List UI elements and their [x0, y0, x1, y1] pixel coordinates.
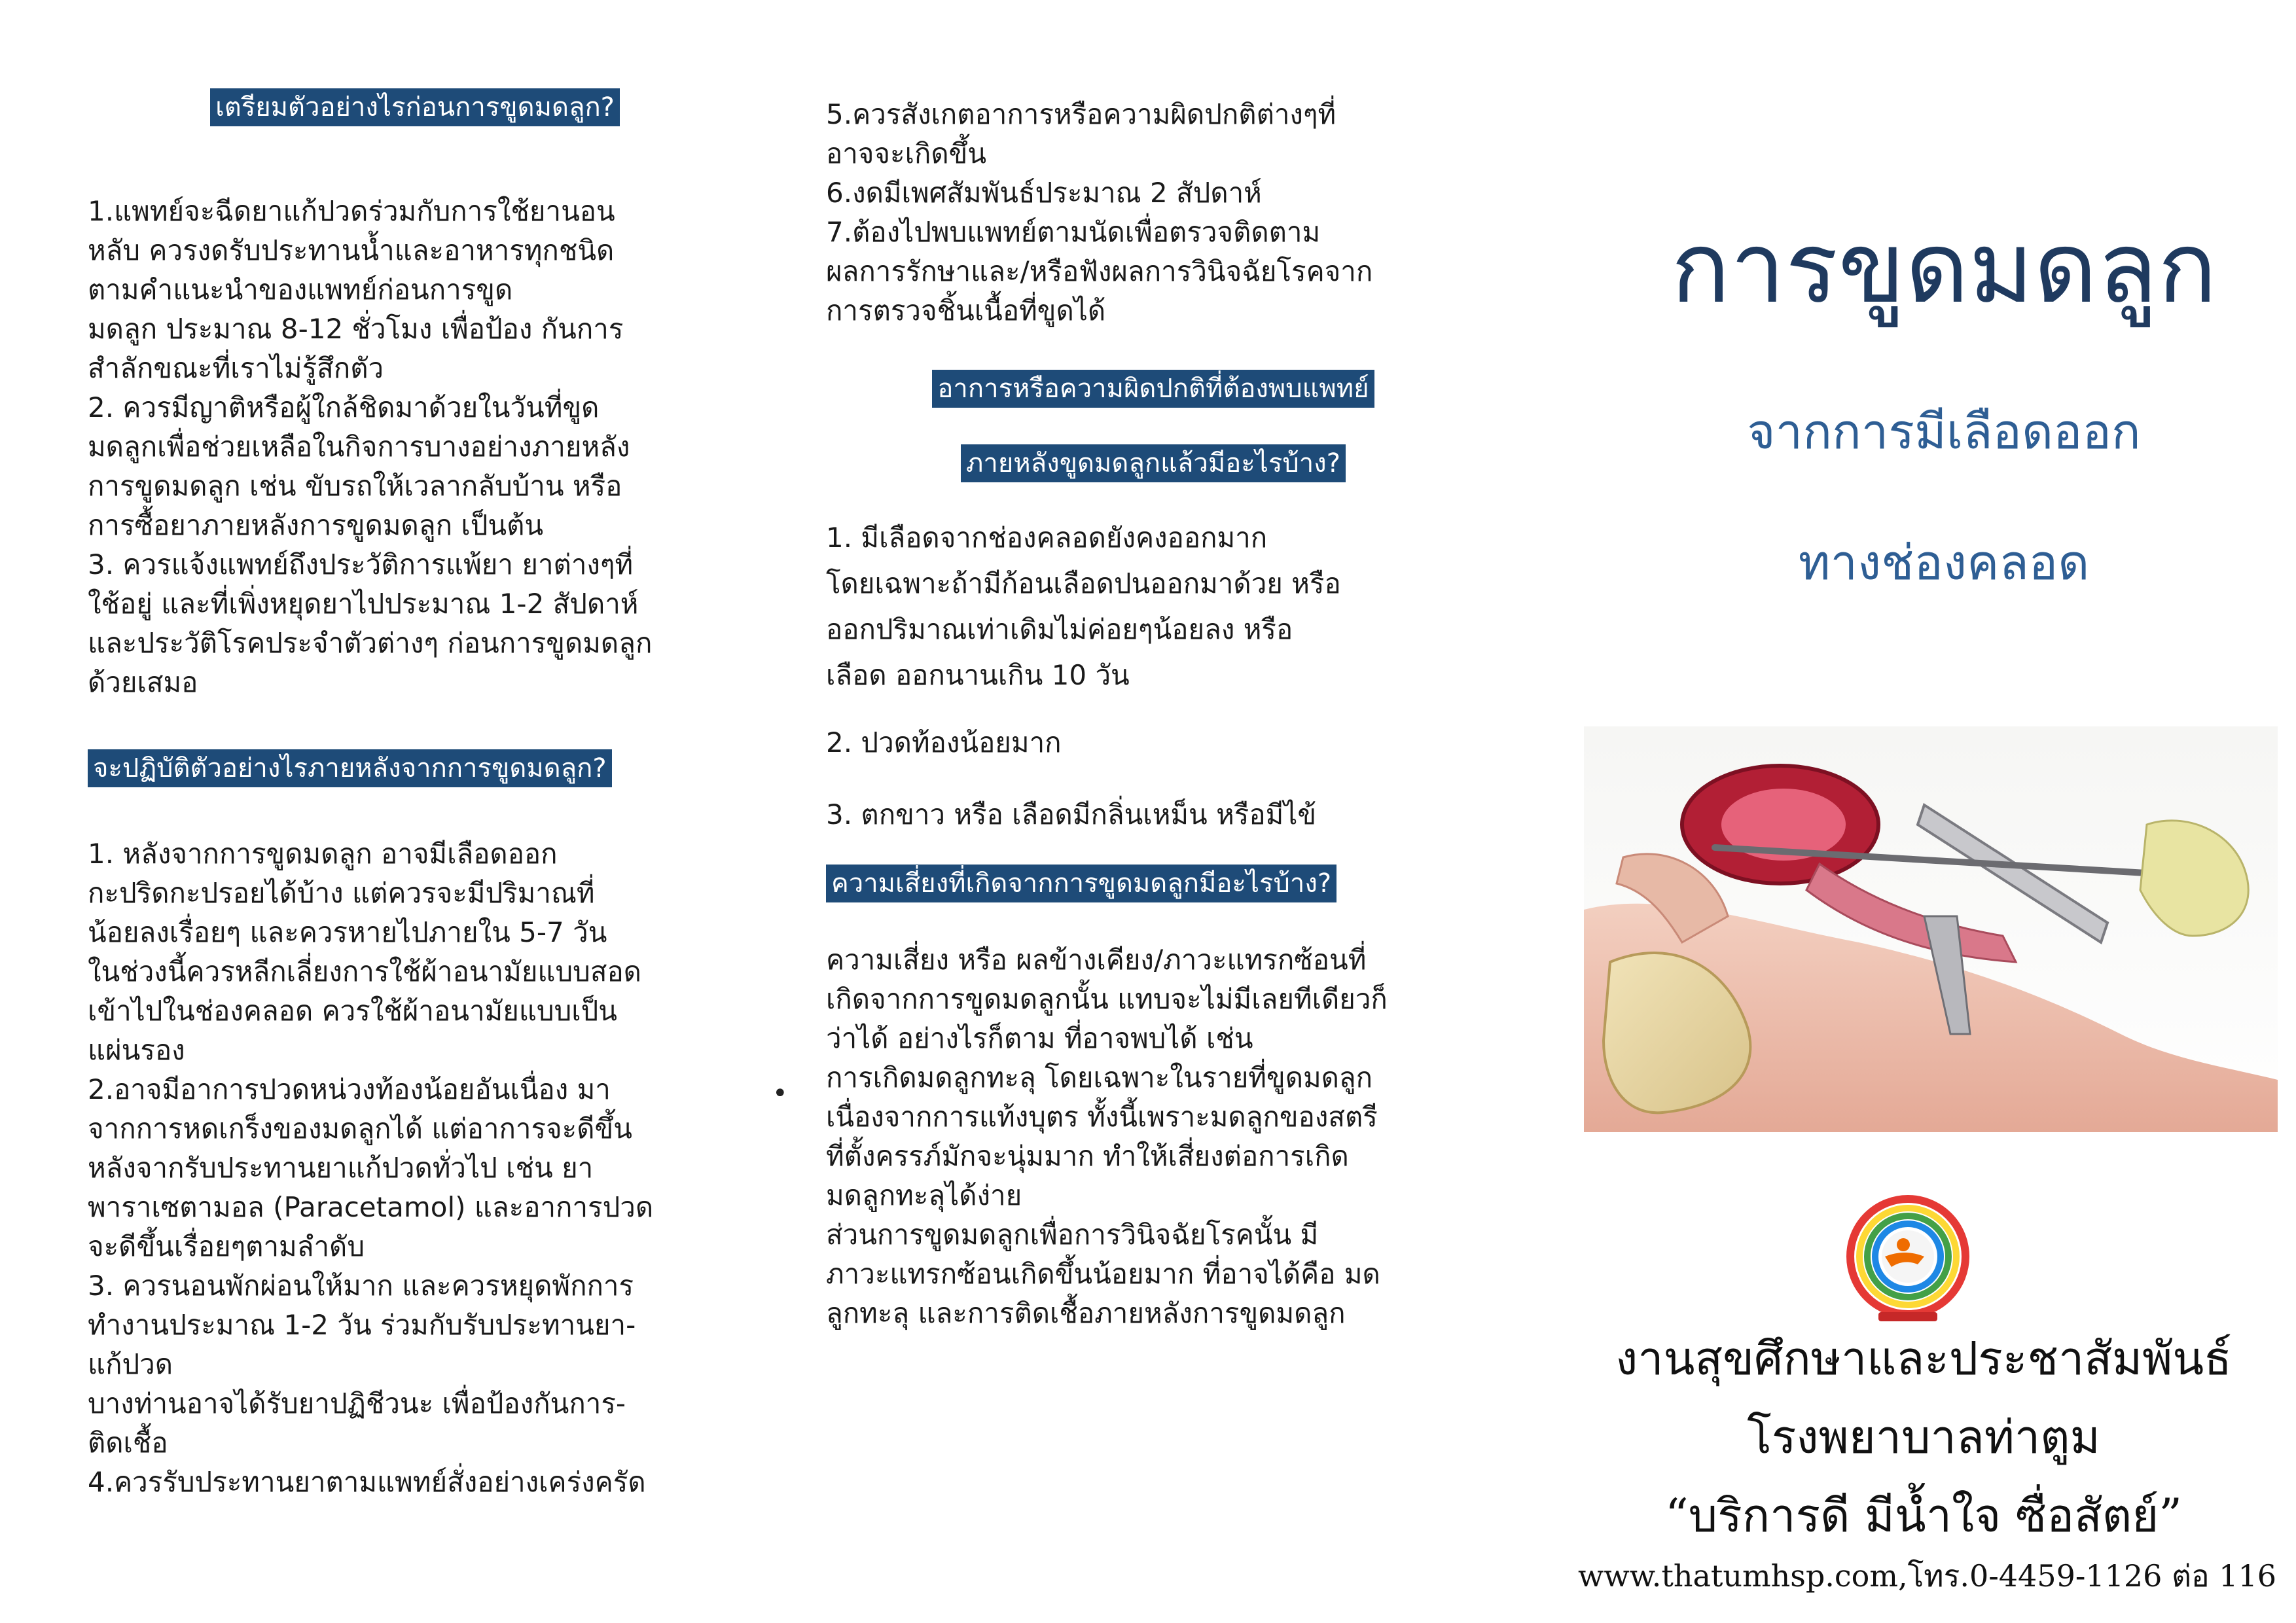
hospital-slogan: “บริการดี มีน้ำใจ ซื่อสัตย์”: [1664, 1489, 2183, 1543]
right-column: [1551, 0, 2296, 1623]
hospital-name: โรงพยาบาลท่าตูม: [1747, 1410, 2100, 1464]
heading-warning-signs-line2: ภายหลังขูดมดลูกแล้วมีอะไรบ้าง?: [961, 444, 1346, 482]
page-title: การขูดมดลูก: [1670, 211, 2217, 325]
heading-before-procedure: เตรียมตัวอย่างไรก่อนการขูดมดลูก?: [210, 88, 620, 126]
bullet-marker: •: [772, 1079, 788, 1109]
warning-sign-3: 3. ตกขาว หรือ เลือดมีกลิ่นเหม็น หรือมีไข้: [826, 798, 1317, 830]
contact-info: www.thatumhsp.com,โทร.0-4459-1126 ต่อ 116: [1578, 1558, 2276, 1594]
middle-column: [826, 95, 1480, 1333]
subtitle-line2: ทางช่องคลอด: [1798, 535, 2090, 591]
medical-illustration: [1584, 726, 2278, 1132]
warning-sign-2: 2. ปวดท้องน้อยมาก: [826, 726, 1062, 758]
before-procedure-text: 1.แพทย์จะฉีดยาแก้ปวดร่วมกับการใช้ยานอน หลับ ควรงดรับประทานน้ำและอาหารทุกชนิด ตามคำแนะนำของแพทย์ก่อนการขูด มดลูก ประมาณ 8-12 ชั่วโมง เพื่อป้อง กันการ สำลักขณะที่เราไม่รู้สึกตัว 2. ควรมีญาติหรือผู้ใกล้ชิดมาด้วยในวันที่ขูด มดลูกเพื่อช่วยเหลือในกิจการบางอย่างภายหลัง การขูดมดลูก เช่น ขับรถให้เวลากลับบ้าน หรือ การซื้อยาภายหลังการขูดมดลูก เป็นต้น 3. ควรแจ้งแพทย์ถึงประวัติการแพ้ยา ยาต่างๆที่ ใช้อยู่ และที่เพิ่งหยุดยาไปประมาณ 1-2 สัปดาห์ และประวัติโรคประจำตัวต่างๆ ก่อนการขูดมดลูก ด้วยเสมอ: [88, 195, 653, 698]
curettage-illustration: [1584, 726, 2278, 1132]
after-procedure-continued-text: 5.ควรสังเกตอาการหรือความผิดปกติต่างๆที่ อาจจะเกิดขึ้น 6.งดมีเพศสัมพันธ์ประมาณ 2 สัปดาห์ 7.ต้องไปพบแพทย์ตามนัดเพื่อตรวจติดตาม ผลการรักษาและ/หรือฟังผลการวินิจฉัยโรคจาก การตรวจชิ้นเนื้อที่ขูดได้: [826, 98, 1373, 327]
after-procedure-text: 1. หลังจากการขูดมดลูก อาจมีเลือดออก กะปริดกะปรอยได้บ้าง แต่ควรจะมีปริมาณที่ น้อยลงเรื่อยๆ และควรหายไปภายใน 5-7 วัน ในช่วงนี้ควรหลีกเลี่ยงการใช้ผ้าอนามัยแบบสอด เข้าไปในช่องคลอด ควรใช้ผ้าอนามัยแบบเป็น แผ่นรอง 2.อาจมีอาการปวดหน่วงท้องน้อยอันเนื่อง มา จากการหดเกร็งของมดลูกได้ แต่อาการจะดีขึ้น หลังจากรับประทานยาแก้ปวดทั่วไป เช่น ยา พาราเซตามอล (Paracetamol) และอาการปวด จะดีขึ้นเรื่อยๆตามลำดับ 3. ควรนอนพักผ่อนให้มาก และควรหยุดพักการ ทำงานประมาณ 1-2 วัน ร่วมกับรับประทานยา- แก้ปวด บางท่านอาจได้รับยาปฏิชีวนะ เพื่อป้องกันการ- ติดเชื้อ 4.ควรรับประทานยาตามแพทย์สั่งอย่างเคร่งครัด: [88, 838, 654, 1498]
hospital-logo: [1839, 1191, 1977, 1329]
department-name: งานสุขศึกษาและประชาสัมพันธ์: [1615, 1332, 2232, 1385]
health-education-logo: [1839, 1191, 1977, 1329]
risks-text: ความเสี่ยง หรือ ผลข้างเคียง/ภาวะแทรกซ้อนที่ เกิดจากการขูดมดลูกนั้น แทบจะไม่มีเลยทีเดียวก็ ว่าได้ อย่างไรก็ตาม ที่อาจพบได้ เช่น การเกิดมดลูกทะลุ โดยเฉพาะในรายที่ขูดมดลูก เนื่องจากการแท้งบุตร ทั้งนี้เพราะมดลูกของสตรี ที่ตั้งครรภ์มักจะนุ่มมาก ทำให้เสี่ยงต่อการเกิด มดลูกทะลุได้ง่าย ส่วนการขูดมดลูกเพื่อการวินิจฉัยโรคนั้น มี ภาวะแทรกซ้อนเกิดขึ้นน้อยมาก ที่อาจได้คือ มด ลูกทะลุ และการติดเชื้อภายหลังการขูดมดลูก: [826, 944, 1388, 1329]
heading-after-procedure: จะปฏิบัติตัวอย่างไรภายหลังจากการขูดมดลูก?: [88, 749, 612, 787]
subtitle-line1: จากการมีเลือดออก: [1747, 404, 2141, 460]
heading-risks: ความเสี่ยงที่เกิดจากการขูดมดลูกมีอะไรบ้าง?: [826, 865, 1336, 902]
warning-sign-1: 1. มีเลือดจากช่องคลอดยังคงออกมาก โดยเฉพาะถ้ามีก้อนเลือดปนออกมาด้วย หรือ ออกปริมาณเท่าเดิมไม่ค่อยๆน้อยลง หรือ เลือด ออกนานเกิน 10 วัน: [826, 522, 1341, 691]
heading-warning-signs-line1: อาการหรือความผิดปกติที่ต้องพบแพทย์: [932, 370, 1374, 408]
left-column: [88, 88, 742, 1502]
